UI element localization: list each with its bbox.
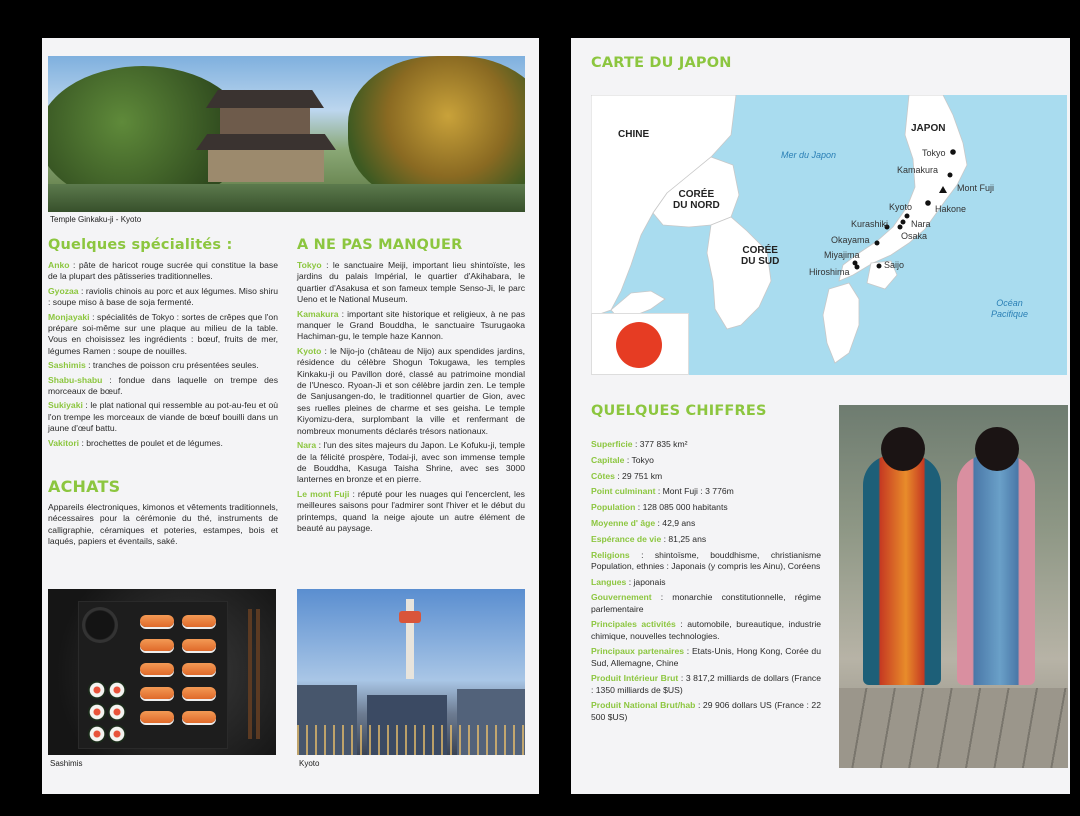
city-miyajima: Miyajima <box>824 250 860 260</box>
site-text: : important site historique et religieux, à ne pas manquer le Grand Bouddha, le sanctuaire Tsurugaoka Hachiman-gu, le temple haze Kannon. <box>297 308 525 342</box>
figure-item <box>591 673 821 695</box>
achats-text: Appareils électroniques, kimonos et vêtements traditionnels, nécessaires pour la cérémonie du thé, instruments de calligraphie, céramiques et poteries, estampes, bois et laqués, papiers et éventails, saké. <box>48 502 278 547</box>
kyoto-caption: Kyoto <box>299 759 320 768</box>
figure-text: : 29 751 km <box>614 470 663 481</box>
sashimis-photo <box>48 589 276 755</box>
site-text: : le Nijo-jo (château de Nijo) aux spendides jardins, résidence du célèbre Shogun Tokugawa, les temples Kinkaku-ji ou Pavillon doré, classé au patrimoine mondial de l'Unesco. Ryoan-Ji et son célèbre jardin zen. Le temple de Sanjusangen-do, le traditionnel quartier de Gion, avec ses ruelles pleines de charme et ses geisha. Le temple Kiyomizu-dera, surplombant la ville et renfermant de nombreux monuments déclarés trésors nationaux. <box>297 345 525 436</box>
site-term: Kamakura <box>297 308 339 319</box>
label-mer-du-japon: Mer du Japon <box>781 150 837 160</box>
a-ne-pas-manquer-section <box>297 236 525 537</box>
figure-item <box>591 700 821 722</box>
specialite-item <box>48 438 278 449</box>
temple-ginkakuji-photo <box>48 56 525 212</box>
kyoto-tower-photo <box>297 589 525 755</box>
specialite-text: : spécialités de Tokyo : sortes de crêpes que l'on prépare soi-même sur une plaque au milieu de la table. Vous en choisissez les ingrédients : bœuf, fruits de mer, légumes Ramen : soupe de nouilles. <box>48 311 278 356</box>
figure-item <box>591 619 821 641</box>
figure-text: : automobile, bureautique, industrie chimique, nouvelles technologies. <box>591 619 822 641</box>
specialite-text: : le plat national qui ressemble au pot-au-feu et où l'on trempe les morceaux de viande de bœuf bouilli dans un jaune d'œuf battu. <box>48 400 278 434</box>
figure-text: : 42,9 ans <box>655 517 696 528</box>
achats-section <box>48 478 278 551</box>
city-mont-fuji: Mont Fuji <box>957 183 995 193</box>
figure-term: Langues <box>591 576 627 587</box>
figure-item <box>591 455 821 466</box>
achats-title: ACHATS <box>48 477 121 496</box>
city-kamakura: Kamakura <box>897 165 939 175</box>
site-item <box>297 346 525 437</box>
figure-item <box>591 550 821 572</box>
map-title: CARTE DU JAPON <box>591 55 732 71</box>
specialites-section <box>48 236 278 452</box>
site-item <box>297 489 525 535</box>
figure-term: Produit Intérieur Brut <box>591 673 679 684</box>
figure-item <box>591 471 821 482</box>
site-term: Nara <box>297 440 317 451</box>
figure-term: Point culminant <box>591 486 656 497</box>
figure-term: Produit National Brut/hab <box>591 700 696 711</box>
site-text: : l'un des sites majeurs du Japon. Le Kofuku-ji, temple de la félicité prospère, Todai-ji, avec son immense temple de Bouddha, Kasuga Taisha Shrine, avec ses 3000 lanternes en bronze et en pierre. <box>297 440 525 485</box>
japan-map <box>591 95 1067 375</box>
label-ocean-pacifique: Océan Pacifique <box>991 298 1029 319</box>
figures-title: QUELQUES CHIFFRES <box>591 403 767 419</box>
temple-caption: Temple Ginkaku-ji - Kyoto <box>50 215 142 224</box>
specialite-text: : fondue dans laquelle on trempe des morceaux de bœuf. <box>48 374 278 397</box>
site-item <box>297 309 525 343</box>
specialite-text: : tranches de poisson cru présentées seules. <box>85 360 259 371</box>
city-kyoto: Kyoto <box>889 202 913 212</box>
specialite-term: Sashimis <box>48 360 86 371</box>
figure-item <box>591 534 821 545</box>
specialites-list <box>48 260 278 449</box>
label-coree-du-nord: CORÉE DU NORD <box>673 189 720 211</box>
site-term: Le mont Fuji <box>297 488 350 499</box>
specialite-term: Shabu-shabu <box>48 374 103 385</box>
figure-item <box>591 439 821 450</box>
figure-text: : 377 835 km² <box>632 439 688 449</box>
figure-text: : 128 085 000 habitants <box>635 502 728 513</box>
site-text: : réputé pour les nuages qui l'encerclent, les meilleures saisons pour l'admirer sont l'hiver et le début du printemps, quand la neige ajoute un autre élément de beauté au paysage. <box>297 488 525 533</box>
left-page <box>42 38 539 794</box>
specialite-term: Monjayaki <box>48 311 90 322</box>
site-item <box>297 440 525 486</box>
city-osaka: Osaka <box>901 231 928 241</box>
figure-text: : Etats-Unis, Hong Kong, Corée du Sud, Allemagne, Chine <box>591 646 821 668</box>
specialite-item <box>48 260 278 283</box>
specialite-term: Anko <box>48 260 70 270</box>
site-term: Tokyo <box>297 260 322 270</box>
flag-sun-icon <box>616 322 662 368</box>
label-coree-du-sud: CORÉE DU SUD <box>741 245 780 267</box>
a-ne-pas-manquer-list <box>297 260 525 534</box>
figure-term: Population <box>591 502 636 513</box>
figure-term: Principales activités <box>591 619 676 630</box>
specialite-item <box>48 375 278 398</box>
figure-item <box>591 486 821 497</box>
figure-item <box>591 592 821 614</box>
site-item <box>297 260 525 306</box>
specialite-item <box>48 286 278 309</box>
figure-term: Côtes <box>591 470 615 481</box>
figure-term: Principaux partenaires <box>591 646 685 657</box>
figure-text: : Tokyo <box>624 454 654 465</box>
specialite-term: Sukiyaki <box>48 400 83 411</box>
specialite-item <box>48 400 278 434</box>
specialite-term: Gyozaa <box>48 285 79 296</box>
specialites-title: Quelques spécialités : <box>48 237 233 253</box>
city-okayama: Okayama <box>831 235 870 245</box>
specialite-text: : pâte de haricot rouge sucrée qui constitue la base de la plupart des pâtisseries traditionnelles. <box>48 260 278 282</box>
figure-term: Moyenne d' âge <box>591 517 656 528</box>
city-tokyo: Tokyo <box>922 148 946 158</box>
specialite-text: : brochettes de poulet et de légumes. <box>79 437 223 448</box>
label-japon: JAPON <box>911 123 946 134</box>
figures-list <box>591 439 821 727</box>
figure-text: : shintoïsme, bouddhisme, christianisme Population, ethnies : Japonais (y compris les Ainu), Coréens <box>591 549 821 571</box>
city-saijo: Saijo <box>884 260 905 270</box>
figure-term: Capitale <box>591 454 625 465</box>
specialite-item <box>48 312 278 358</box>
figure-term: Espérance de vie <box>591 533 662 544</box>
figure-item <box>591 502 821 513</box>
figure-text: : japonais <box>626 576 666 587</box>
specialite-item <box>48 360 278 371</box>
figure-term: Superficie <box>591 439 633 449</box>
figure-text: : monarchie constitutionnelle, régime parlementaire <box>591 592 821 614</box>
city-hiroshima: Hiroshima <box>809 267 850 277</box>
sashimis-caption: Sashimis <box>50 759 83 768</box>
specialite-term: Vakitori <box>48 437 80 448</box>
figure-text: : 3 817,2 milliards de dollars (France : 1350 milliards de $US) <box>591 673 821 695</box>
site-text: : le sanctuaire Meiji, important lieu shintoïste, les jardins du palais Impérial, le quartier d'Akihabara, le quartier d'Asakusa et son fameux temple Senso-Ji, le parc Ueno et le National Museum. <box>297 260 525 305</box>
figure-term: Gouvernement <box>591 592 652 603</box>
site-term: Kyoto <box>297 345 322 356</box>
city-nara: Nara <box>911 219 931 229</box>
city-kurashiki: Kurashiki <box>851 219 889 229</box>
geisha-photo <box>839 405 1068 768</box>
figure-item <box>591 577 821 588</box>
figure-text: : 81,25 ans <box>661 533 707 544</box>
figure-text: : Mont Fuji : 3 776m <box>655 486 734 497</box>
city-hakone: Hakone <box>935 204 967 214</box>
japan-flag <box>591 313 689 375</box>
figure-item <box>591 646 821 668</box>
label-chine: CHINE <box>618 129 650 140</box>
a-ne-pas-manquer-title: A NE PAS MANQUER <box>297 237 463 253</box>
figure-text: : 29 906 dollars US (France : 22 500 $US) <box>591 700 821 722</box>
right-page <box>571 38 1070 794</box>
specialite-text: : raviolis chinois au porc et aux légumes. Miso shiru : soupe miso à base de soja fermenté. <box>48 285 278 308</box>
figure-term: Religions <box>591 549 630 560</box>
figure-item <box>591 518 821 529</box>
